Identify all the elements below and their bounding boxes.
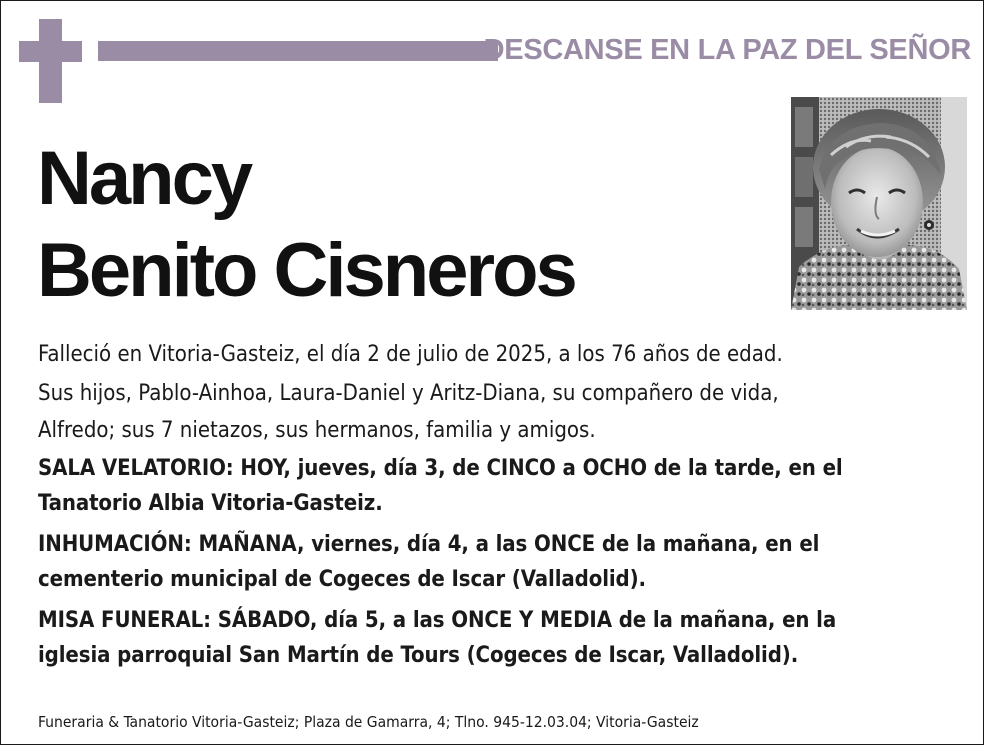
wake-line: SALA VELATORIO: HOY, jueves, día 3, de CINCO a OCHO de la tarde, en el <box>38 456 843 481</box>
burial-line: cementerio municipal de Cogeces de Iscar (Valladolid). <box>38 567 646 592</box>
mass-line: iglesia parroquial San Martín de Tours (Cogeces de Iscar, Valladolid). <box>38 643 799 668</box>
burial-paragraph <box>38 527 958 597</box>
mass-paragraph <box>38 603 958 673</box>
wake-paragraph <box>38 451 958 521</box>
funeral-home-footer: Funeraria & Tanatorio Vitoria-Gasteiz; Plaza de Gamarra, 4; Tlno. 945-12.03.04; Vitoria-Gasteiz <box>38 713 699 731</box>
deceased-name <box>37 133 575 317</box>
burial-line: INHUMACIÓN: MAÑANA, viernes, día 4, a las ONCE de la mañana, en el <box>38 532 820 557</box>
family-line: Sus hijos, Pablo-Ainhoa, Laura-Daniel y Aritz-Diana, su compañero de vida, <box>38 381 779 406</box>
first-name: Nancy <box>37 136 251 221</box>
header-bar <box>98 41 498 61</box>
notice-body <box>38 337 958 679</box>
cross-icon-horizontal <box>19 41 82 62</box>
header-title: DESCANSE EN LA PAZ DEL SEÑOR <box>483 34 971 66</box>
wake-line: Tanatorio Albia Vitoria-Gasteiz. <box>38 491 383 516</box>
surnames: Benito Cisneros <box>37 228 575 313</box>
family-paragraph <box>38 375 958 449</box>
portrait-photo <box>791 97 967 310</box>
mass-line: MISA FUNERAL: SÁBADO, día 5, a las ONCE Y MEDIA de la mañana, en la <box>38 608 837 633</box>
family-line: Alfredo; sus 7 nietazos, sus hermanos, familia y amigos. <box>38 418 596 443</box>
death-announcement: Falleció en Vitoria-Gasteiz, el día 2 de julio de 2025, a los 76 años de edad. <box>38 342 783 367</box>
